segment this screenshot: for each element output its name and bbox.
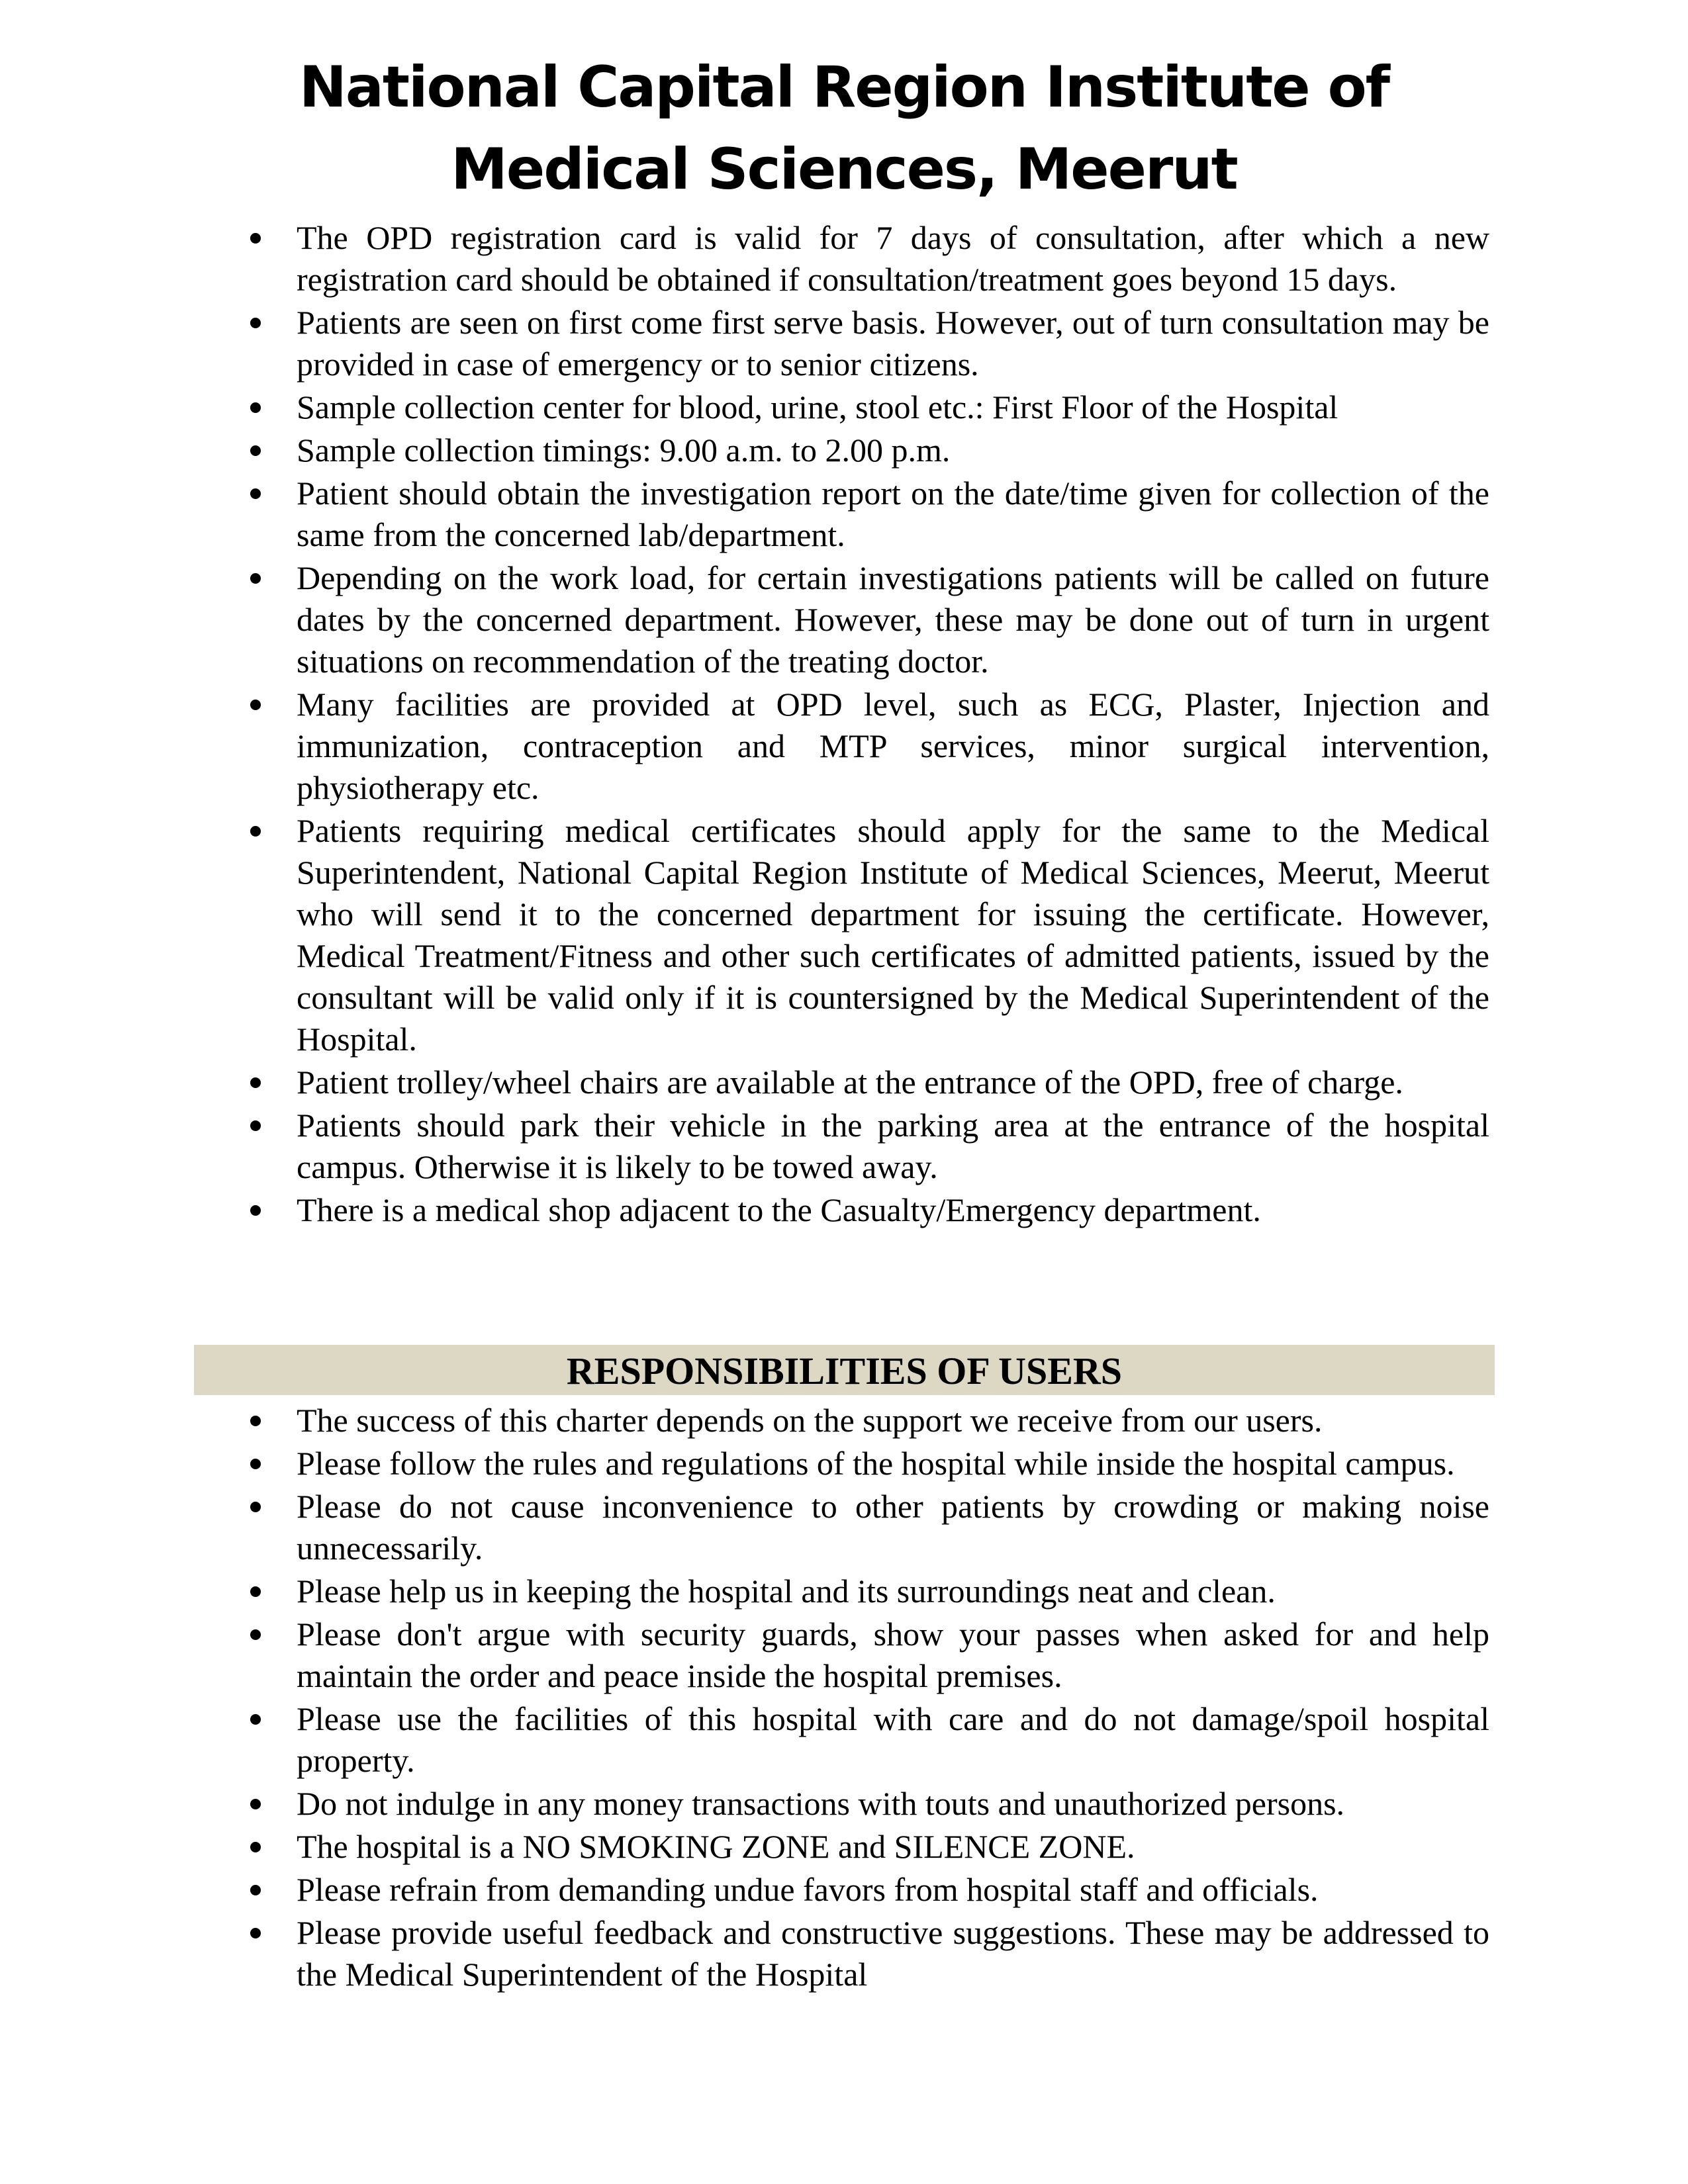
- list-item: Please follow the rules and regulations of the hospital while inside the hospital campus.: [0, 1443, 1688, 1484]
- page-title: [0, 46, 1688, 210]
- list-item: The hospital is a NO SMOKING ZONE and SILENCE ZONE.: [0, 1826, 1688, 1868]
- list-item: Please do not cause inconvenience to other patients by crowding or making noise unnecessarily.: [0, 1486, 1688, 1569]
- list-item: Do not indulge in any money transactions with touts and unauthorized persons.: [0, 1783, 1688, 1825]
- list-item: There is a medical shop adjacent to the Casualty/Emergency department.: [0, 1189, 1688, 1231]
- responsibilities-list: [0, 1400, 1688, 1997]
- general-info-list: [0, 217, 1688, 1232]
- list-item: The success of this charter depends on the support we receive from our users.: [0, 1400, 1688, 1441]
- list-item: Sample collection center for blood, urine, stool etc.: First Floor of the Hospital: [0, 387, 1688, 428]
- list-item: Please use the facilities of this hospital with care and do not damage/spoil hospital property.: [0, 1698, 1688, 1782]
- list-item: The OPD registration card is valid for 7 days of consultation, after which a new registration card should be obtained if consultation/treatment goes beyond 15 days.: [0, 217, 1688, 300]
- list-item: Patient trolley/wheel chairs are available at the entrance of the OPD, free of charge.: [0, 1062, 1688, 1103]
- list-item: Patients are seen on first come first serve basis. However, out of turn consultation may be provided in case of emergency or to senior citizens.: [0, 302, 1688, 385]
- list-item: Sample collection timings: 9.00 a.m. to 2.00 p.m.: [0, 430, 1688, 471]
- list-item: Please refrain from demanding undue favors from hospital staff and officials.: [0, 1869, 1688, 1911]
- list-item: Many facilities are provided at OPD level, such as ECG, Plaster, Injection and immunization, contraception and MTP services, minor surgical intervention, physiotherapy etc.: [0, 684, 1688, 809]
- list-item: Please don't argue with security guards, show your passes when asked for and help maintain the order and peace inside the hospital premises.: [0, 1614, 1688, 1697]
- title-line-1: National Capital Region Institute of: [299, 54, 1389, 120]
- list-item: Please provide useful feedback and constructive suggestions. These may be addressed to the Medical Superintendent of the Hospital: [0, 1912, 1688, 1995]
- list-item: Please help us in keeping the hospital and its surroundings neat and clean.: [0, 1570, 1688, 1612]
- list-item: Patients should park their vehicle in the parking area at the entrance of the hospital campus. Otherwise it is likely to be towed away.: [0, 1105, 1688, 1188]
- list-item: Patient should obtain the investigation report on the date/time given for collection of the same from the concerned lab/department.: [0, 473, 1688, 556]
- list-item: Patients requiring medical certificates should apply for the same to the Medical Superintendent, National Capital Region Institute of Medical Sciences, Meerut, Meerut who will send it to the concerned department for issuing the certificate. However, Medical Treatment/Fitness and other such certificates of admitted patients, issued by the consultant will be valid only if it is countersigned by the Medical Superintendent of the Hospital.: [0, 810, 1688, 1060]
- title-line-2: Medical Sciences, Meerut: [451, 136, 1237, 203]
- list-item: Depending on the work load, for certain investigations patients will be called on future dates by the concerned department. However, these may be done out of turn in urgent situations on recommendation of the treating doctor.: [0, 557, 1688, 682]
- responsibilities-heading: RESPONSIBILITIES OF USERS: [194, 1345, 1495, 1395]
